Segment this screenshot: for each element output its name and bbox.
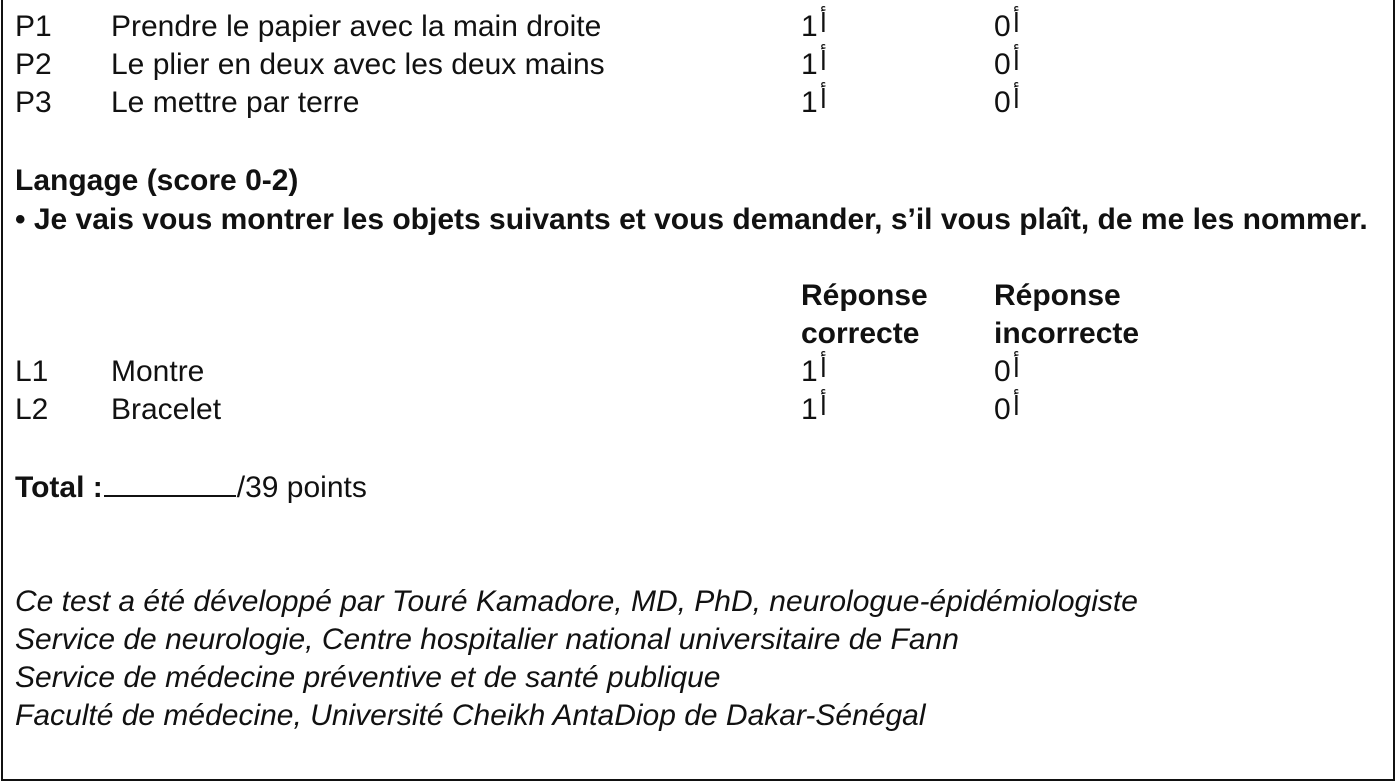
checkbox-glyph[interactable]: أ — [819, 46, 827, 76]
score-incorrect: 0أ — [994, 391, 1020, 429]
checkbox-glyph[interactable]: أ — [1012, 391, 1020, 421]
checkbox-glyph[interactable]: أ — [819, 8, 827, 38]
column-header-correct: Réponse correcte — [801, 279, 928, 350]
total-suffix: /39 points — [236, 471, 367, 504]
checkbox-glyph[interactable]: أ — [819, 391, 827, 421]
credit-line: Ce test a été développé par Touré Kamadore, MD, PhD, neurologue-épidémiologiste — [15, 585, 1138, 618]
checkbox-glyph[interactable]: أ — [819, 84, 827, 114]
column-header-incorrect: Réponse incorrecte — [994, 279, 1140, 350]
credit-line: Service de neurologie, Centre hospitalier national universitaire de Fann — [15, 623, 959, 656]
item-label: Bracelet — [111, 393, 222, 426]
checkbox-glyph[interactable]: أ — [1012, 46, 1020, 76]
score-incorrect: 0أ — [994, 84, 1020, 122]
checkbox-glyph[interactable]: أ — [1012, 8, 1020, 38]
checkbox-glyph[interactable]: أ — [819, 353, 827, 383]
langage-instruction: • Je vais vous montrer les objets suivants et vous demander, s’il vous plaît, de me les nommer. — [15, 203, 1368, 236]
item-label: Prendre le papier avec la main droite — [111, 10, 602, 43]
score-correct: 1أ — [801, 46, 827, 84]
item-code: L2 — [15, 393, 49, 426]
total-label: Total : — [15, 471, 103, 504]
total-line — [15, 469, 367, 507]
checkbox-glyph[interactable]: أ — [1012, 353, 1020, 383]
section-heading-langage: Langage (score 0-2) — [15, 164, 299, 197]
score-correct: 1أ — [801, 353, 827, 391]
score-correct: 1أ — [801, 391, 827, 429]
item-code: P2 — [15, 48, 52, 81]
score-correct: 1أ — [801, 8, 827, 46]
credit-line: Service de médecine préventive et de santé publique — [15, 661, 721, 694]
score-incorrect: 0أ — [994, 46, 1020, 84]
document-frame — [1, 0, 1395, 781]
total-blank-field[interactable] — [104, 469, 236, 497]
item-code: P1 — [15, 10, 52, 43]
score-incorrect: 0أ — [994, 353, 1020, 391]
item-code: P3 — [15, 86, 52, 119]
score-correct: 1أ — [801, 84, 827, 122]
score-incorrect: 0أ — [994, 8, 1020, 46]
credits-block — [15, 583, 1138, 735]
item-label: Le plier en deux avec les deux mains — [111, 48, 605, 81]
checkbox-glyph[interactable]: أ — [1012, 84, 1020, 114]
item-code: L1 — [15, 355, 49, 388]
item-label: Le mettre par terre — [111, 86, 360, 119]
item-label: Montre — [111, 355, 205, 388]
credit-line: Faculté de médecine, Université Cheikh AntaDiop de Dakar-Sénégal — [15, 699, 926, 732]
